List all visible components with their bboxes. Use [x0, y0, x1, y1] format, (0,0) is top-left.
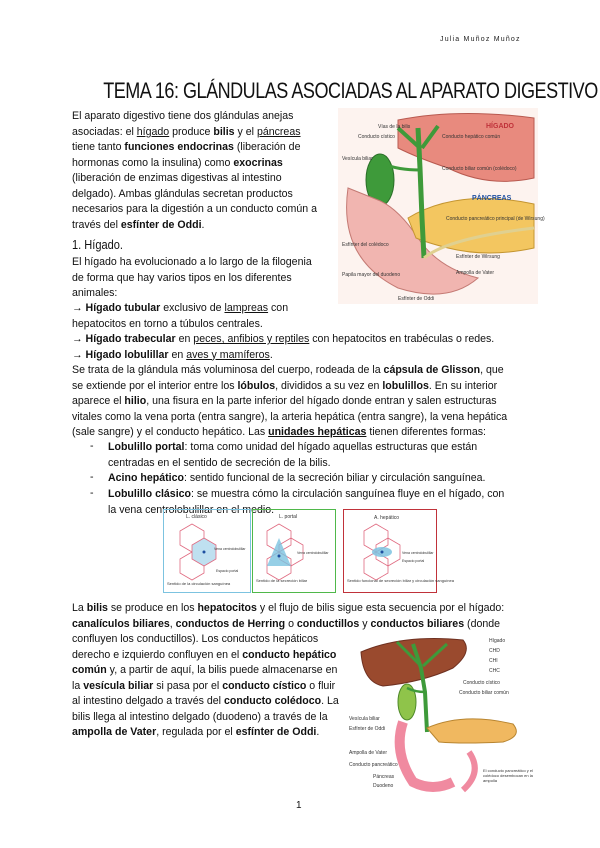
glisson-line-2: se extiende por el interior entre los lóbulos, divididos a su vez en lobulillos. En su interior	[72, 379, 498, 392]
intro-line-6: delgado). Ambas glándulas secretan productos	[72, 187, 293, 200]
fig3-label-chi: CHI	[489, 658, 498, 664]
lobule-acino-drawing	[344, 510, 454, 592]
intro-line-7: necesarios para la digestión a un conducto común a	[72, 203, 317, 215]
fig1-label-esf-wirsung: Esfínter de Wirsung	[456, 254, 500, 260]
fig1-label-hepatico: Conducto hepático común	[442, 134, 501, 140]
phylogeny-line-3: animales:	[72, 287, 118, 299]
lobule-clasico-drawing	[164, 510, 250, 592]
type-tubular: → Hígado tubular exclusivo de lampreas con	[72, 302, 289, 314]
fig1-label-cistico: Conducto cístico	[358, 134, 395, 140]
fig3-label-ampolla: Ampolla de Vater	[349, 750, 387, 756]
bile-paragraph-full	[72, 601, 532, 632]
dash-mark-2: -	[90, 471, 94, 483]
fig3-label-higado: Hígado	[489, 638, 506, 644]
fig3-note: El conducto pancreático y el colédoco desembocan en la ampolla	[483, 768, 534, 783]
bile-line-1: La bilis se produce en los hepatocitos y el flujo de bilis sigue esta secuencia por el hígado:	[72, 602, 505, 614]
fig1-label-esf-coledoco: Esfínter del colédoco	[342, 242, 389, 248]
fig3-label-chd: CHD	[489, 648, 500, 654]
page-number: 1	[296, 800, 302, 811]
intro-paragraph	[72, 109, 330, 233]
bile-line-8: bilis llega al intestino delgado (duodeno) a través de la	[72, 710, 328, 723]
lobule-portal-drawing	[253, 510, 335, 592]
type-lobulillar: → Hígado lobulillar en aves y mamíferos.	[72, 348, 273, 361]
glisson-line-3: aparece el hilio, una fisura en la parte inferior del hígado donde entran y salen estructuras	[72, 395, 497, 407]
fig1-liver-label: HÍGADO	[486, 123, 514, 130]
dash-mark-1: -	[90, 440, 94, 452]
svg-text:A. hepático: A. hepático	[374, 515, 400, 521]
page-title: TEMA 16: GLÁNDULAS ASOCIADAS AL APARATO DIGESTIVO	[103, 78, 598, 103]
intro-line-8: través del esfínter de Oddi.	[72, 218, 205, 231]
lobule-panel-acino	[343, 509, 454, 593]
liver-pancreas-figure	[338, 108, 545, 304]
bile-line-9: ampolla de Vater, regulada por el esfínter de Oddi.	[72, 726, 320, 738]
bile-line-3: confluyen los conductillos). Los conductos hepáticos	[72, 633, 319, 645]
type-tubular-cont: hepatocitos en torno a túbulos centrales.	[72, 317, 263, 330]
glisson-line-4: vitales como la vena porta (entra sangre), la arteria hepática (entra sangre), la vena hepática	[72, 410, 508, 423]
fig1-label-coledoco: Conducto biliar común (colédoco)	[442, 166, 517, 172]
svg-text:Sentido de la secreción biliar: Sentido de la secreción biliar	[256, 578, 308, 583]
liver-types-list	[72, 301, 532, 363]
svg-text:Vena centrolobulillar: Vena centrolobulillar	[402, 551, 434, 555]
fig1-label-oddi: Esfínter de Oddi	[398, 296, 435, 302]
lobule-panel-clasico	[163, 509, 251, 593]
author-name: Julia Muñoz Muñoz	[440, 36, 521, 43]
glisson-line-1: Se trata de la glándula más voluminosa del cuerpo, rodeada de la cápsula de Glisson, que	[72, 364, 504, 376]
glisson-paragraph	[72, 363, 532, 441]
dash-mark-3: -	[90, 487, 94, 499]
intro-line-1: El aparato digestivo tiene dos glándulas anejas	[72, 110, 294, 122]
fig3-label-cistico: Conducto cístico	[463, 680, 500, 686]
bile-line-2: canalículos biliares, conductos de Herring o conductillos y conductos biliares (donde	[72, 617, 501, 630]
svg-text:Vena centrolobulillar: Vena centrolobulillar	[297, 551, 329, 555]
biliary-tree-figure	[343, 632, 539, 792]
phylogeny-paragraph	[72, 255, 330, 302]
fig3-label-duodeno: Duodeno	[373, 783, 394, 789]
fig3-label-biliar-comun: Conducto biliar común	[459, 690, 509, 696]
fig1-label-vesicula: Vesícula biliar	[342, 156, 373, 162]
fig1-label-wirsung: Conducto pancreático principal (de Wirsung)	[446, 216, 545, 222]
unit-portal: Lobulillo portal: toma como unidad del hígado aquellas estructuras que están centradas en el sentido de secreción de la bilis.	[108, 441, 478, 469]
svg-text:Espacio portal: Espacio portal	[402, 559, 425, 563]
svg-text:L. portal: L. portal	[279, 514, 298, 520]
bile-line-7: al intestino delgado a través del conducto colédoco. La	[72, 695, 339, 707]
fig3-label-pancreatico: Conducto pancreático	[349, 762, 398, 768]
link-higado: hígado	[136, 125, 170, 138]
intro-line-2: asociadas: el hígado produce bilis y el páncreas	[72, 125, 301, 138]
type-trabecular: → Hígado trabecular en peces, anfibios y reptiles con hepatocitos en trabéculas o redes.	[72, 333, 495, 345]
intro-line-5: (liberación de enzimas digestivas al intestino	[72, 172, 282, 184]
intro-line-3: tiene tanto funciones endocrinas (liberación de	[72, 141, 301, 153]
svg-text:L. clásico: L. clásico	[186, 514, 207, 520]
fig1-pancreas-label: PÁNCREAS	[472, 195, 512, 202]
svg-text:Vena centrolobulillar: Vena centrolobulillar	[214, 547, 246, 551]
section-heading-higado: 1. Hígado.	[72, 237, 123, 252]
fig3-label-vesicula: Vesícula biliar	[349, 716, 380, 722]
lobule-panel-portal	[252, 509, 336, 593]
svg-text:Sentido de la circulación sang: Sentido de la circulación sanguínea	[167, 581, 231, 586]
svg-text:Sentido funcional de secreción: Sentido funcional de secreción biliar y circulación sanguínea	[347, 578, 454, 583]
fig3-label-oddi: Esfínter de Oddi	[349, 726, 386, 732]
phylogeny-line-2: de forma que hay varios tipos en los diferentes	[72, 271, 292, 284]
bile-line-5: común y, a partir de aquí, la bilis puede almacenarse en	[72, 664, 338, 676]
fig3-label-chc: CHC	[489, 668, 500, 674]
intro-line-4: hormonas como la insulina) como exocrinas	[72, 156, 283, 169]
bile-line-6: la vesícula biliar si pasa por el conducto cístico o fluir	[72, 679, 336, 692]
svg-text:Espacio portal: Espacio portal	[216, 569, 239, 573]
fig1-label-vias: Vías de la bilis	[378, 124, 411, 130]
bile-paragraph-narrow	[72, 632, 344, 741]
fig1-label-papila: Papila mayor del duodeno	[342, 272, 401, 278]
unit-clasico: Lobulillo clásico: se muestra cómo la circulación sanguínea fluye en el hígado, con la vena centrolobulillar en el medio.	[108, 488, 505, 516]
glisson-line-5: (sale sangre) y el conducto hepático. Las unidades hepáticas tienen diferentes formas:	[72, 426, 486, 438]
fig1-label-ampolla: Ampolla de Vater	[456, 270, 494, 276]
unit-acino: Acino hepático: sentido funcional de la secreción biliar y circulación sanguínea.	[108, 472, 486, 484]
phylogeny-line-1: El hígado ha evolucionado a lo largo de la filogenia	[72, 256, 312, 268]
fig3-label-pancreas: Páncreas	[373, 774, 395, 780]
bile-line-4: derecho e izquierdo confluyen en el conducto hepático	[72, 648, 337, 661]
